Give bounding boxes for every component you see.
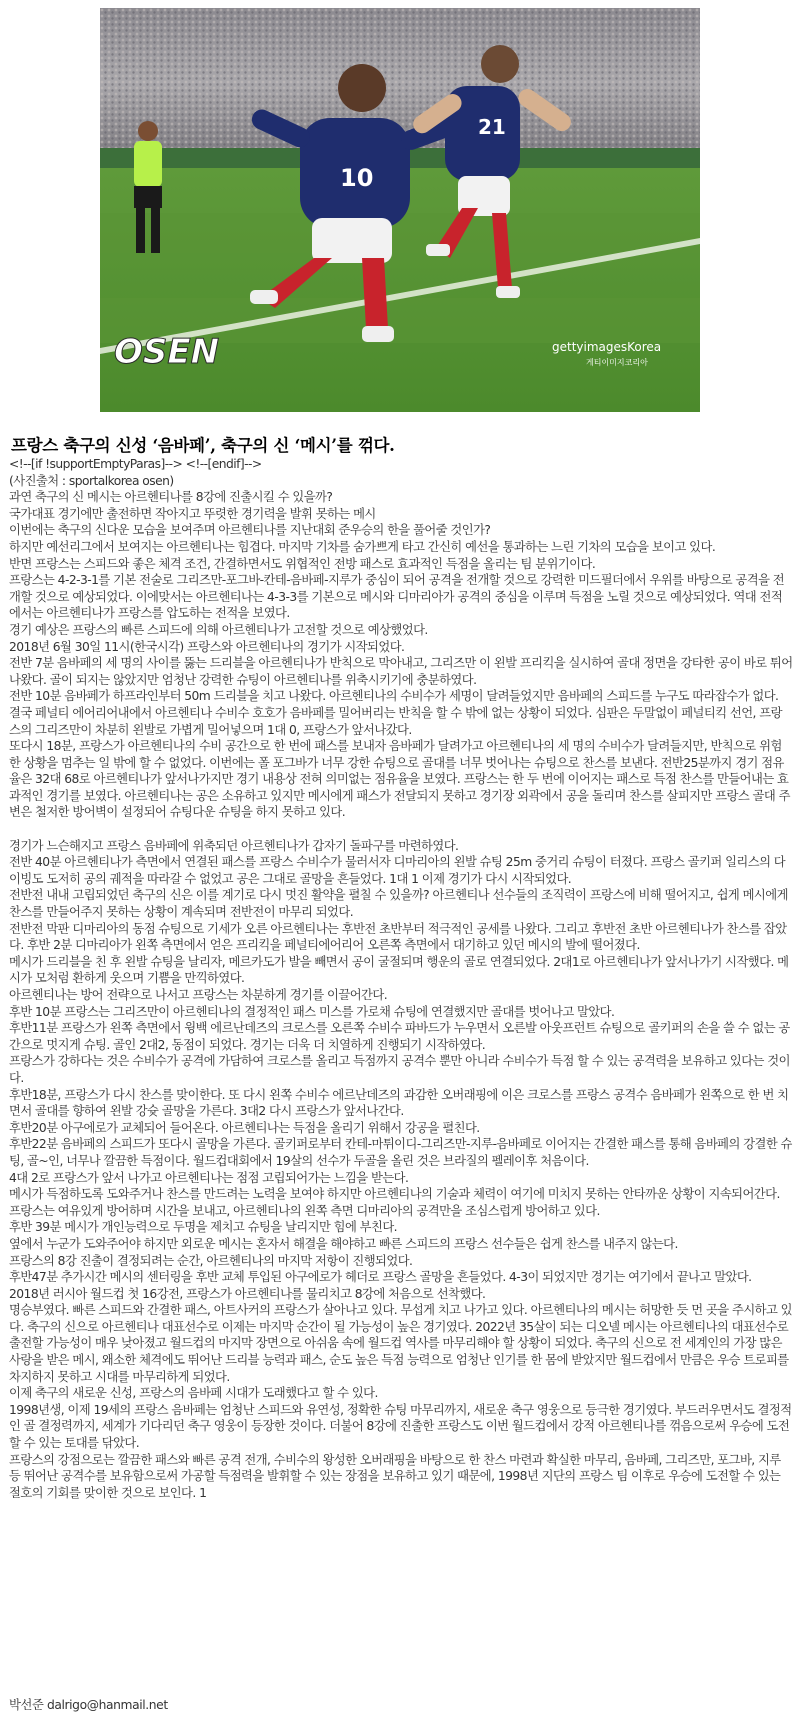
article-paragraph: 전반 40분 아르헨티나가 측면에서 연결된 패스를 프랑스 수비수가 물러서자 디마리아의 왼발 슈팅 25m 중거리 슈팅이 터졌다. 프랑스 골키퍼 일리스의 다이빙도 도저히 공의 궤적을 따라갈 수 없었고 공은 그대로 골망을 흔들었다. 1대 1 이제 경기가 다시 시작되었다. <box>9 855 786 886</box>
getty-credit-sub: 게티이미지코리아 <box>586 358 648 367</box>
article-paragraph: 경기가 느슨해지고 프랑스 음바페에 위축되던 아르헨티나가 갑자기 돌파구를 마련하였다. <box>9 838 459 853</box>
article-paragraph: 후반 39분 메시가 개인능력으로 두명을 제치고 슈팅을 날리지만 힘에 부친다. <box>9 1220 398 1235</box>
article-paragraph: 프랑스는 여유있게 방어하며 시간을 보내고, 아르헨티나의 왼쪽 측면 디마리아의 공격만을 조심스럽게 방어하고 있다. <box>9 1203 600 1218</box>
article-paragraph: 2018년 6월 30일 11시(한국시각) 프랑스와 아르헨티나의 경기가 시작되었다. <box>9 639 405 654</box>
article-paragraph: 후반 10분 프랑스는 그리즈만이 아르헨티나의 결정적인 패스 미스를 가로채 슈팅에 연결했지만 골대를 벗어나고 말았다. <box>9 1004 615 1019</box>
article-paragraph: 과연 축구의 신 메시는 아르헨티나를 8강에 진출시킬 수 있을까? <box>9 490 333 505</box>
article-paragraph: 명승부였다. 빠른 스피드와 간결한 패스, 아트사커의 프랑스가 살아나고 있다. 무섭게 치고 나가고 있다. 아르헨티나의 메시는 허망한 듯 먼 곳을 주시하고 있다. 축구의 신으로 아르헨티나 대표선수로 이제는 마지막 순간이 될 가능성이 높은 경기였다. 2022년 35살이 되는 디오넬 메시는 아르헨티나의 대표선수로 출전할 가능성이 매우 낮아졌고 월드컵의 마지막 장면으로 아쉬움 속에 월드컵 역사를 마무리해야 할 상황이 되었다. 축구의 신으로 전 세계인의 가장 많은 사랑을 받은 메시, 왜소한 체격에도 뛰어난 드리블 능력과 패스, 순도 높은 득점 능력으로 엄청난 인기를 한 몸에 받았지만 월드컵에서 만큼은 우승 트로피를 차지하지 못하고 시대를 마무리하게 되었다. <box>9 1303 792 1384</box>
svg-text:21: 21 <box>478 115 506 139</box>
article-paragraph: 국가대표 경기에만 출전하면 작아지고 뚜렷한 경기력을 발휘 못하는 메시 <box>9 506 376 521</box>
article-paragraph <box>9 821 793 838</box>
article-paragraph: 4대 2로 프랑스가 앞서 나가고 아르헨티나는 점점 고립되어가는 느낌을 받는다. <box>9 1170 409 1185</box>
article-paragraph: 2018년 러시아 월드컵 첫 16강전, 프랑스가 아르헨티나를 물리치고 8강에 처음으로 선착했다. <box>9 1286 486 1301</box>
article-paragraph: 1998년생, 이제 19세의 프랑스 음바페는 엄청난 스피드와 유연성, 정확한 슈팅 마무리까지, 새로운 축구 영웅으로 등극한 경기였다. 부드러우면서도 결정적인 골 결정력까지, 세계가 기다리던 축구 영웅이 등장한 것이다. 더불어 8강에 진출한 프랑스도 이번 월드컵에서 강적 아르헨티나를 꺾음으로써 우승에 도전할 수 있는 토대를 닦았다. <box>9 1402 792 1451</box>
article-paragraph: 후반22분 음바페의 스피드가 또다시 골망을 가른다. 골키퍼로부터 칸테-마튀이디-그리즈만-지루-음바페로 이어지는 간결한 패스를 통해 음바페의 강결한 슈팅, 골~인, 너무나 깔끔한 득점이다. 월드컵대회에서 19살의 선수가 두골을 올린 것은 브라질의 펠레이후 처음이다. <box>9 1137 792 1168</box>
article-paragraph: 프랑스는 4-2-3-1를 기본 전술로 그리즈만-포그바-칸테-음바페-지루가 중심이 되어 공격을 전개할 것으로 강력한 미드필더에서 우위를 바탕으로 공격을 전개할 것으로 예상되었다. 이에맞서는 아르헨티나는 4-3-3를 기본으로 메시와 디마리아가 공격의 중심을 이루며 득점을 노릴 것으로 예상되었다. 역대 전적에서는 아르헨티나가 프랑스를 압도하는 전적을 보였다. <box>9 573 785 621</box>
getty-credit: gettyimagesKorea <box>552 340 662 354</box>
osen-watermark: OSEN <box>114 332 220 372</box>
article-paragraph: 경기 예상은 프랑스의 빠른 스피드에 의해 아르헨티나가 고전할 것으로 예상했었다. <box>9 622 428 637</box>
article-paragraph: <!--[if !supportEmptyParas]--> <!--[endif]--> <box>9 457 262 471</box>
article-paragraph: 메시가 드리블을 친 후 왼발 슈팅을 날리자, 메르카도가 발을 빼면서 공이 굴절되며 행운의 골로 연결되었다. 2대1로 아르헨티나가 앞서나가기 시작했다. 메시가 모처럼 환하게 웃으며 기쁨을 만끽하였다. <box>9 954 789 986</box>
article-paragraph: 반면 프랑스는 스피드와 좋은 체격 조건, 간결하면서도 위협적인 전방 패스로 효과적인 득점을 올리는 팀 분위기이다. <box>9 556 596 571</box>
article-paragraph: (사진출처 : sportalkorea osen) <box>9 473 174 488</box>
photo-image <box>100 8 700 412</box>
article-paragraph: 이번에는 축구의 신다운 모습을 보여주며 아르헨티나를 지난대회 준우승의 한을 풀어줄 것인가? <box>9 523 491 538</box>
article-paragraph: 전반전 막판 디마리아의 동점 슈팅으로 기세가 오른 아르헨티나는 후반전 초반부터 적극적인 공세를 나왔다. 그리고 후반전 초반 아르헨티나가 찬스를 잡았다. 후반 2분 디마리아가 왼쪽 측면에서 얻은 프리킥을 페널티에어리어 오른쪽 측면에서 대기하고 있던 메시의 발에 떨어졌다. <box>9 921 787 953</box>
article-paragraph: 전반 7분 음바페의 세 명의 사이를 뚫는 드리블을 아르헨티나가 반칙으로 막아내고, 그리즈만 이 왼발 프리킥을 실시하여 골대 정면을 강타한 공이 바로 튀어 나왔다. 골이 되지는 않았지만 엄청난 강력한 슈팅이 아르헨티나를 위축시키기에 충분하였다. <box>9 656 793 687</box>
article-photo <box>100 8 700 412</box>
article-paragraph: 옆에서 누군가 도와주어야 하지만 외로운 메시는 혼자서 해결을 해야하고 빠른 스피드의 프랑스 선수들은 쉽게 찬스를 내주지 않는다. <box>9 1236 678 1251</box>
article-paragraph: 전반전 내내 고립되었던 축구의 신은 이를 계기로 다시 멋진 활약을 펼칠 수 있을까? 아르헨티나 선수들의 조직력이 프랑스에 비해 떨어지고, 쉽게 메시에게 찬스를 만들어주지 못하는 상황이 계속되며 전반전이 마무리 되었다. <box>9 888 788 920</box>
article-paragraph: 프랑스의 강점으로는 깔끔한 패스와 빠른 공격 전개, 수비수의 왕성한 오버래핑을 바탕으로 한 찬스 마련과 확실한 마무리, 음바페, 그리즈만, 포그바, 지루 등 뛰어난 공격수를 보유함으로써 가공할 득점력을 발휘할 수 있는 장점을 보유하고 있기 때문에, 1998년 지단의 프랑스 팀 이후로 우승에 도전할 수 있는 절호의 기회를 맞이한 것으로 보인다. 1 <box>9 1452 781 1500</box>
article-paragraph: 아르헨티나는 방어 전략으로 나서고 프랑스는 차분하게 경기를 이끌어간다. <box>9 988 388 1002</box>
byline: 박선준 dalrigo@hanmail.net <box>9 1698 168 1712</box>
article-paragraph: 프랑스가 강하다는 것은 수비수가 공격에 가담하여 크로스를 올리고 득점까지 공격수 뿐만 아니라 수비수가 득점 할 수 있는 공격력을 보유하고 있다는 것이다. <box>9 1054 790 1085</box>
article-paragraph: 후반47분 추가시간 메시의 센터링을 후반 교체 투입된 아구에로가 헤더로 프랑스 골망을 흔들었다. 4-3이 되었지만 경기는 여기에서 끝나고 말았다. <box>9 1270 752 1285</box>
article-paragraph: 후반18분, 프랑스가 다시 찬스를 맞이한다. 또 다시 왼쪽 수비수 에르난데즈의 과감한 오버래핑에 이은 크로스를 프랑스 공격수 음바페가 왼쪽으로 한 번 치면서 골대를 향하여 왼발 강슛 골망을 가른다. 3대2 다시 프랑스가 앞서나간다. <box>9 1087 789 1119</box>
article-paragraph: 후반20분 아구에로가 교체되어 들어온다. 아르헨티나는 득점을 올리기 위해서 강공을 펼친다. <box>9 1120 480 1135</box>
svg-text:10: 10 <box>340 164 374 192</box>
article-paragraph: 하지만 예선리그에서 보여지는 아르헨티나는 힘겹다. 마지막 기차를 숨가쁘게 타고 간신히 예선을 통과하는 느린 기차의 모습을 보이고 있다. <box>9 539 716 554</box>
article-paragraph: 프랑스의 8강 진출이 결정되려는 순간, 아르헨티나의 마지막 저항이 진행되었다. <box>9 1253 413 1268</box>
article-body <box>9 456 793 1501</box>
article-paragraph: 전반 10분 음바페가 하프라인부터 50m 드리블을 치고 나왔다. 아르헨티나의 수비수가 세명이 달려들었지만 음바페의 스피드를 누구도 따라잡수가 없다. 결국 페널티 에어리어내에서 아르헨티나 수비수 호호가 음바페를 밀어버리는 반칙을 할 수 밖에 없는 상황이 되었다. 심판은 두말없이 페널티킥 선언, 프랑스의 그리즈만이 차분히 왼발로 가볍게 밀어넣으며 1대 0, 프랑스가 앞서나갔다. <box>9 689 782 737</box>
article-paragraph: 이제 축구의 새로운 신성, 프랑스의 음바페 시대가 도래했다고 할 수 있다. <box>9 1386 378 1401</box>
article-paragraph: 후반11분 프랑스가 왼쪽 측면에서 윙백 에르난데즈의 크로스를 오른쪽 수비수 파바드가 누우면서 오른발 아웃프런트 슈팅으로 골키퍼의 손을 쓸 수 없는 공간으로 멋지게 슈팅. 골인 2대2, 동점이 되었다. 경기는 더욱 더 치열하게 진행되기 시작하였다. <box>9 1021 790 1052</box>
article-paragraph: 또다시 18분, 프랑스가 아르헨티나의 수비 공간으로 한 번에 패스를 보내자 음바페가 달려가고 아르헨티나의 세 명의 수비수가 달려들지만, 반칙으로 위험한 상황을 멈추는 일 밖에 할 수 없었다. 이번에는 폴 포그바가 너무 강한 슈팅으로 골대를 너무 벗어나는 슈팅으로 찬스를 보낸다. 전반25분까지 경기 점유율은 32대 68로 아르헨티나가 앞서나가지만 경기 내용상 전혀 의미없는 점유율을 보였다. 프랑스는 한 두 번에 이어지는 패스로 득점 찬스를 만들어내는 효과적인 경기를 보였다. 아르헨티나는 공은 소유하고 있지만 메시에게 패스가 전달되지 못하고 경기장 외곽에서 공을 돌리며 찬스를 살피지만 프랑스 골대 주변은 철저한 방어벽이 설정되어 슈팅다운 슈팅을 하지 못하고 있다. <box>9 739 790 820</box>
article-paragraph: 메시가 득점하도록 도와주거나 찬스를 만드려는 노력을 보여야 하지만 아르헨티나의 기술과 체력이 여기에 미치지 못하는 안타까운 상황이 지속되어간다. <box>9 1187 780 1202</box>
article-title: 프랑스 축구의 신성 ‘음바페’, 축구의 신 ‘메시’를 꺾다. <box>11 436 395 455</box>
